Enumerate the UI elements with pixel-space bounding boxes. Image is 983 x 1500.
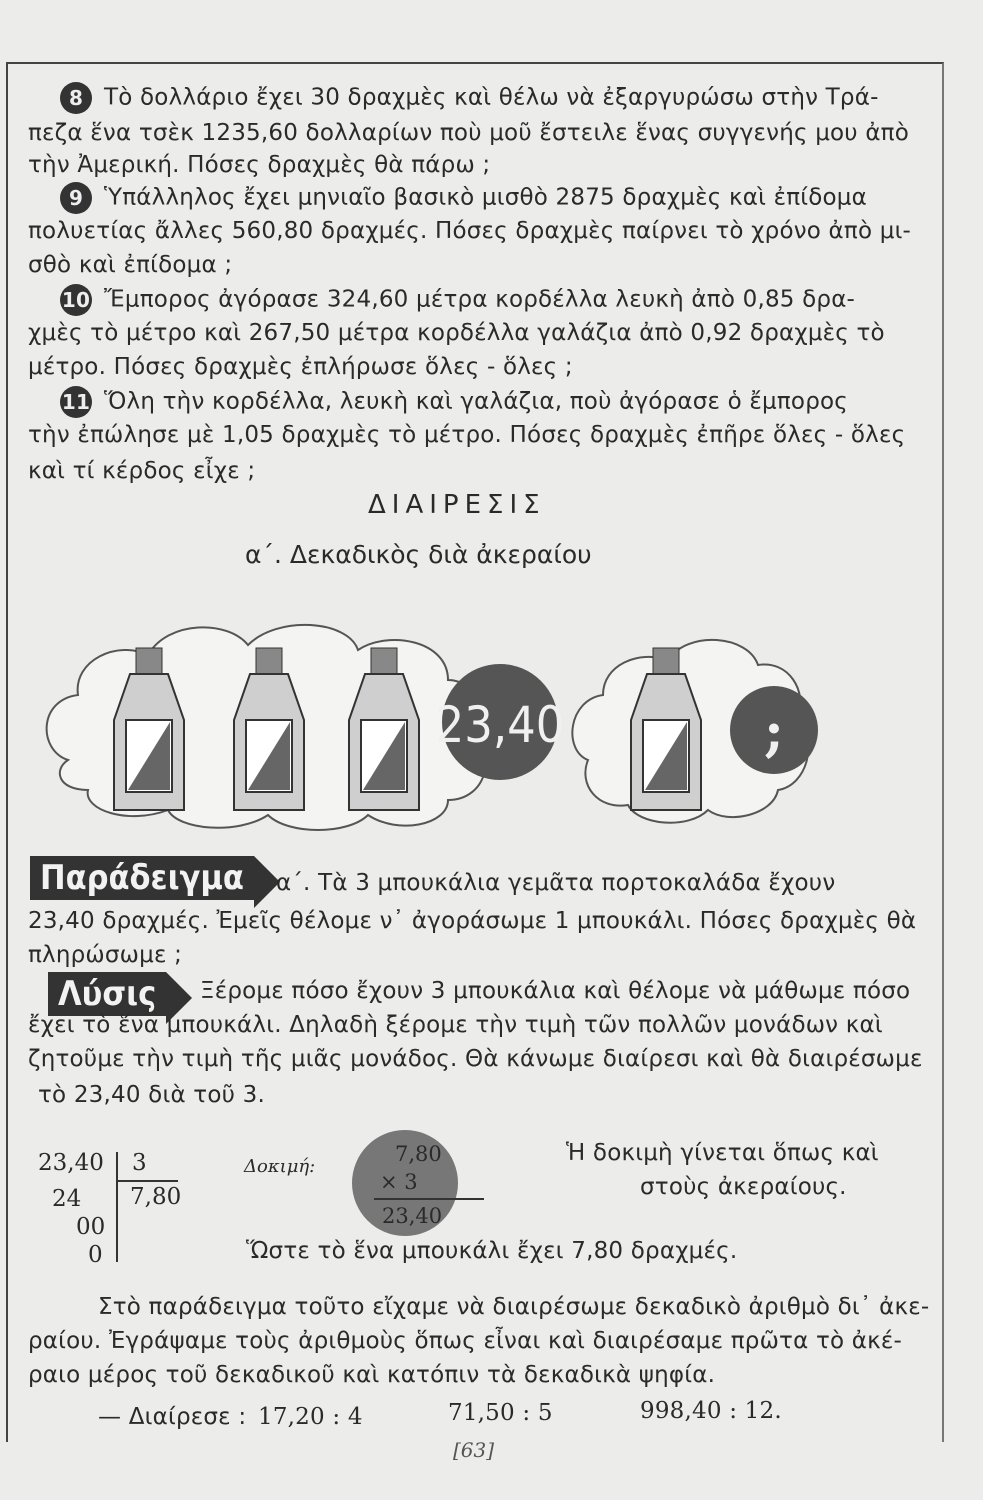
example-label: Παράδειγμα bbox=[30, 856, 254, 900]
problem-8-line-2: πεζα ἕνα τσὲκ 1235,60 δολλαρίων ποὺ μοῦ ἔστειλε ἕνας συγγενής μου ἀπὸ bbox=[28, 120, 910, 146]
explanation-line-2: ραίου. Ἐγράψαμε τοὺς ἀριθμοὺς ὅπως εἶναι καὶ διαιρέσαμε πρῶτα τὸ ἀκέ- bbox=[28, 1328, 903, 1354]
example-line-3: πληρώσωμε ; bbox=[28, 942, 183, 968]
exercise-item: 17,20 : 4 bbox=[258, 1404, 363, 1430]
problem-8-line-3: τὴν Ἀμερική. Πόσες δραχμὲς θὰ πάρω ; bbox=[28, 152, 491, 178]
example-line-1: α΄. Τὰ 3 μπουκάλια γεμᾶτα πορτοκαλάδα ἔχουν bbox=[276, 870, 836, 896]
problem-9-line-3: σθὸ καὶ ἐπίδομα ; bbox=[28, 252, 233, 278]
check-top: 7,80 bbox=[395, 1142, 442, 1166]
solution-line-4: τὸ 23,40 διὰ τοῦ 3. bbox=[38, 1082, 265, 1108]
conclusion: Ὥστε τὸ ἕνα μπουκάλι ἔχει 7,80 δραχμές. bbox=[246, 1238, 738, 1264]
explanation-line-1: Στὸ παράδειγμα τοῦτο εἴχαμε νὰ διαιρέσωμε δεκαδικὸ ἀριθμὸ δι᾿ ἀκε- bbox=[98, 1294, 930, 1320]
solution-label: Λύσις bbox=[48, 972, 166, 1016]
solution-line-3: ζητοῦμε τὴν τιμὴ τῆς μιᾶς μονάδος. Θὰ κάνωμε διαίρεσι καὶ θὰ διαιρέσωμε bbox=[28, 1046, 923, 1072]
problem-10-line-3: μέτρο. Πόσες δραχμὲς ἐπλήρωσε ὅλες - ὅλες ; bbox=[28, 354, 573, 380]
problem-10-line-1: 10 Ἔμπορος ἀγόρασε 324,60 μέτρα κορδέλλα λευκὴ ἀπὸ 0,85 δρα- bbox=[60, 284, 855, 316]
exercise-item: 998,40 : 12. bbox=[640, 1398, 782, 1424]
page-number: [63] bbox=[453, 1438, 495, 1462]
problem-number-badge: 10 bbox=[60, 284, 92, 316]
section-title: ΔΙΑΙΡΕΣΙΣ bbox=[368, 490, 546, 520]
price-label: 23,40 bbox=[435, 696, 565, 754]
check-label: Δοκιμή: bbox=[244, 1156, 316, 1177]
problem-8-line-1: 8 Τὸ δολλάριο ἔχει 30 δραχμὲς καὶ θέλω νὰ ἐξαργυρώσω στὴν Τρά- bbox=[60, 82, 879, 114]
exercise-item: 71,50 : 5 bbox=[448, 1400, 553, 1426]
divisor: 3 bbox=[132, 1150, 147, 1176]
problem-9-line-2: πολυετίας ἄλλες 560,80 δραχμές. Πόσες δραχμὲς παίρνει τὸ χρόνο ἀπὸ μι- bbox=[28, 218, 912, 244]
bottles-illustration bbox=[28, 610, 818, 840]
solution-line-2: ἔχει τὸ ἕνα μπουκάλι. Δηλαδὴ ξέρομε τὴν τιμὴ τῶν πολλῶν μονάδων καὶ bbox=[28, 1012, 883, 1038]
dividend: 23,40 bbox=[38, 1150, 104, 1176]
explanation-line-3: ραιο μέρος τοῦ δεκαδικοῦ καὶ κατόπιν τὰ δεκαδικὰ ψηφία. bbox=[28, 1362, 716, 1388]
check-mult: × 3 bbox=[380, 1170, 418, 1194]
division-step: 00 bbox=[76, 1214, 106, 1240]
problem-11-line-3: καὶ τί κέρδος εἶχε ; bbox=[28, 458, 256, 484]
division-step: 24 bbox=[52, 1186, 82, 1212]
problem-11-line-1: 11 Ὅλη τὴν κορδέλλα, λευκὴ καὶ γαλάζια, ποὺ ἀγόρασε ὁ ἔμπορος bbox=[60, 386, 848, 418]
check-rule bbox=[374, 1198, 484, 1200]
problem-number-badge: 9 bbox=[60, 182, 92, 214]
example-line-2: 23,40 δραχμές. Ἐμεῖς θέλομε ν᾿ ἀγοράσωμε 1 μπουκάλι. Πόσες δραχμὲς θὰ bbox=[28, 908, 917, 934]
division-step: 0 bbox=[88, 1242, 103, 1268]
problem-number-badge: 8 bbox=[60, 82, 92, 114]
section-subtitle: α΄. Δεκαδικὸς διὰ ἀκεραίου bbox=[245, 540, 592, 569]
question-mark-icon: ; bbox=[764, 699, 784, 763]
problem-9-line-1: 9 Ὑπάλληλος ἔχει μηνιαῖο βασικὸ μισθὸ 2875 δραχμὲς καὶ ἐπίδομα bbox=[60, 182, 867, 214]
problem-number-badge: 11 bbox=[60, 386, 92, 418]
solution-line-1: Ξέρομε πόσο ἔχουν 3 μπουκάλια καὶ θέλομε νὰ μάθωμε πόσο bbox=[200, 978, 911, 1004]
quotient: 7,80 bbox=[130, 1184, 182, 1210]
check-note-1: Ἡ δοκιμὴ γίνεται ὅπως καὶ bbox=[566, 1140, 879, 1166]
division-vertical-rule bbox=[116, 1152, 118, 1262]
division-horizontal-rule bbox=[118, 1180, 178, 1182]
problem-10-line-2: χμὲς τὸ μέτρο καὶ 267,50 μέτρα κορδέλλα γαλάζια ἀπὸ 0,92 δραχμὲς τὸ bbox=[28, 320, 885, 346]
exercise-label: — Διαίρεσε : bbox=[98, 1404, 247, 1430]
check-result: 23,40 bbox=[382, 1204, 443, 1228]
check-note-2: στοὺς ἀκεραίους. bbox=[640, 1174, 847, 1200]
problem-11-line-2: τὴν ἐπώλησε μὲ 1,05 δραχμὲς τὸ μέτρο. Πόσες δραχμὲς ἐπῆρε ὅλες - ὅλες bbox=[28, 422, 906, 448]
